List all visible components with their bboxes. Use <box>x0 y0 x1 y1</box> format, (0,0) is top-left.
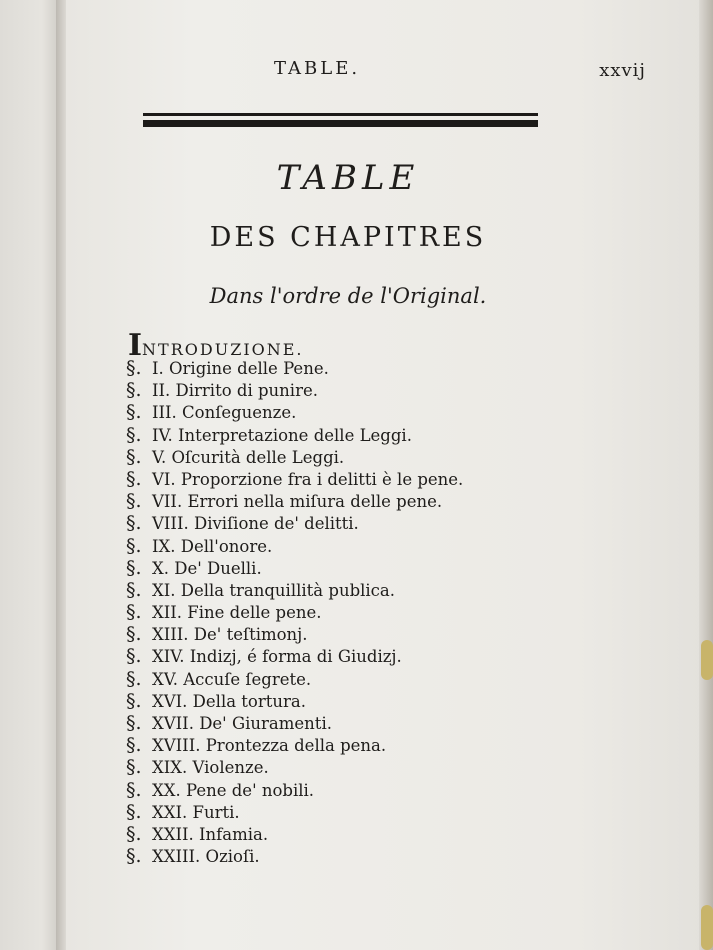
chapter-title: XII. Fine delle pene. <box>152 603 322 623</box>
chapter-title: XVIII. Prontezza della pena. <box>152 736 387 756</box>
chapter-title: III. Conſeguenze. <box>152 403 297 423</box>
section-symbol: §. <box>126 689 142 712</box>
chapter-title: IX. Dell'onore. <box>152 536 273 556</box>
chapter-entry <box>126 801 463 823</box>
chapter-entry <box>126 357 463 379</box>
chapter-title: XXI. Furti. <box>152 802 240 822</box>
chapter-entry <box>126 690 463 712</box>
book-page <box>66 0 702 950</box>
drop-cap: I <box>128 328 143 363</box>
chapter-title: XVII. De' Giuramenti. <box>152 714 332 733</box>
clip-mark <box>701 640 713 680</box>
chapter-title: X. De' Duelli. <box>152 558 262 578</box>
chapter-entry <box>126 535 463 557</box>
chapter-title: VII. Errori nella miſura delle pene. <box>152 492 443 512</box>
section-symbol: §. <box>126 645 142 668</box>
chapter-title: II. Dirrito di punire. <box>152 381 318 401</box>
section-symbol: §. <box>126 512 142 535</box>
section-symbol: §. <box>126 667 142 690</box>
chapter-title: V. Oſcurità delle Leggi. <box>152 447 345 467</box>
section-symbol: §. <box>126 845 142 868</box>
section-symbol: §. <box>126 778 142 801</box>
chapter-entry <box>126 645 463 667</box>
section-symbol: §. <box>126 578 142 601</box>
chapter-entry <box>126 668 463 690</box>
order-line: Dans l'ordre de l'Original. <box>209 284 487 308</box>
section-symbol: §. <box>126 379 142 402</box>
chapter-entry <box>126 379 463 401</box>
section-symbol: §. <box>126 756 142 779</box>
section-symbol: §. <box>126 800 142 823</box>
chapter-title: XIII. De' teſtimonj. <box>152 625 308 645</box>
running-head: TABLE. <box>274 58 361 79</box>
chapter-entry <box>126 845 463 867</box>
section-symbol: §. <box>126 445 142 468</box>
section-symbol: §. <box>126 357 142 379</box>
chapter-entry <box>126 512 463 534</box>
chapter-entry <box>126 623 463 645</box>
left-page-edge <box>0 0 60 950</box>
section-symbol: §. <box>126 734 142 757</box>
chapter-entry <box>126 490 463 512</box>
section-symbol: §. <box>126 423 142 446</box>
section-symbol: §. <box>126 490 142 513</box>
section-symbol: §. <box>126 401 142 424</box>
chapter-entry <box>126 557 463 579</box>
chapter-title: XIX. Violenze. <box>152 758 269 778</box>
chapter-title: XIV. Indizj, é forma di Giudizj. <box>152 647 402 667</box>
chapter-title: XX. Pene de' nobili. <box>152 780 315 800</box>
chapter-entry <box>126 446 463 468</box>
introduction-text: NTRODUZIONE. <box>142 340 304 359</box>
section-symbol: §. <box>126 467 142 490</box>
section-symbol: §. <box>126 534 142 557</box>
chapter-title: XVI. Della tortura. <box>152 691 306 711</box>
chapter-entry <box>126 601 463 623</box>
chapter-title: XXII. Infamia. <box>152 824 269 844</box>
section-symbol: §. <box>126 601 142 624</box>
chapter-title: VI. Proporzione fra i delitti è le pene. <box>152 469 464 489</box>
chapter-entry <box>126 401 463 423</box>
chapter-entry <box>126 712 463 734</box>
chapter-entry <box>126 468 463 490</box>
chapter-entry <box>126 779 463 801</box>
chapter-title: XXIII. Ozioſi. <box>152 847 260 867</box>
page-title: TABLE <box>276 158 420 198</box>
chapter-entry <box>126 424 463 446</box>
chapter-title: XV. Accuſe ſegrete. <box>152 669 312 689</box>
right-page-edge <box>699 0 713 950</box>
clip-mark <box>701 905 713 950</box>
chapter-title: XI. Della tranquillità publica. <box>152 580 396 600</box>
section-symbol: §. <box>126 822 142 845</box>
chapter-title: I. Origine delle Pene. <box>152 359 329 378</box>
chapter-entry <box>126 756 463 778</box>
thin-rule <box>143 113 538 116</box>
chapter-entry <box>126 734 463 756</box>
page-subtitle: DES CHAPITRES <box>209 222 487 253</box>
chapter-list <box>126 357 463 867</box>
section-symbol: §. <box>126 623 142 646</box>
thick-rule <box>143 120 538 127</box>
section-symbol: §. <box>126 712 142 734</box>
section-symbol: §. <box>126 556 142 579</box>
chapter-entry <box>126 823 463 845</box>
page-number: xxvij <box>599 60 646 81</box>
chapter-entry <box>126 579 463 601</box>
chapter-title: IV. Interpretazione delle Leggi. <box>152 425 412 445</box>
chapter-title: VIII. Diviſione de' delitti. <box>152 514 359 534</box>
